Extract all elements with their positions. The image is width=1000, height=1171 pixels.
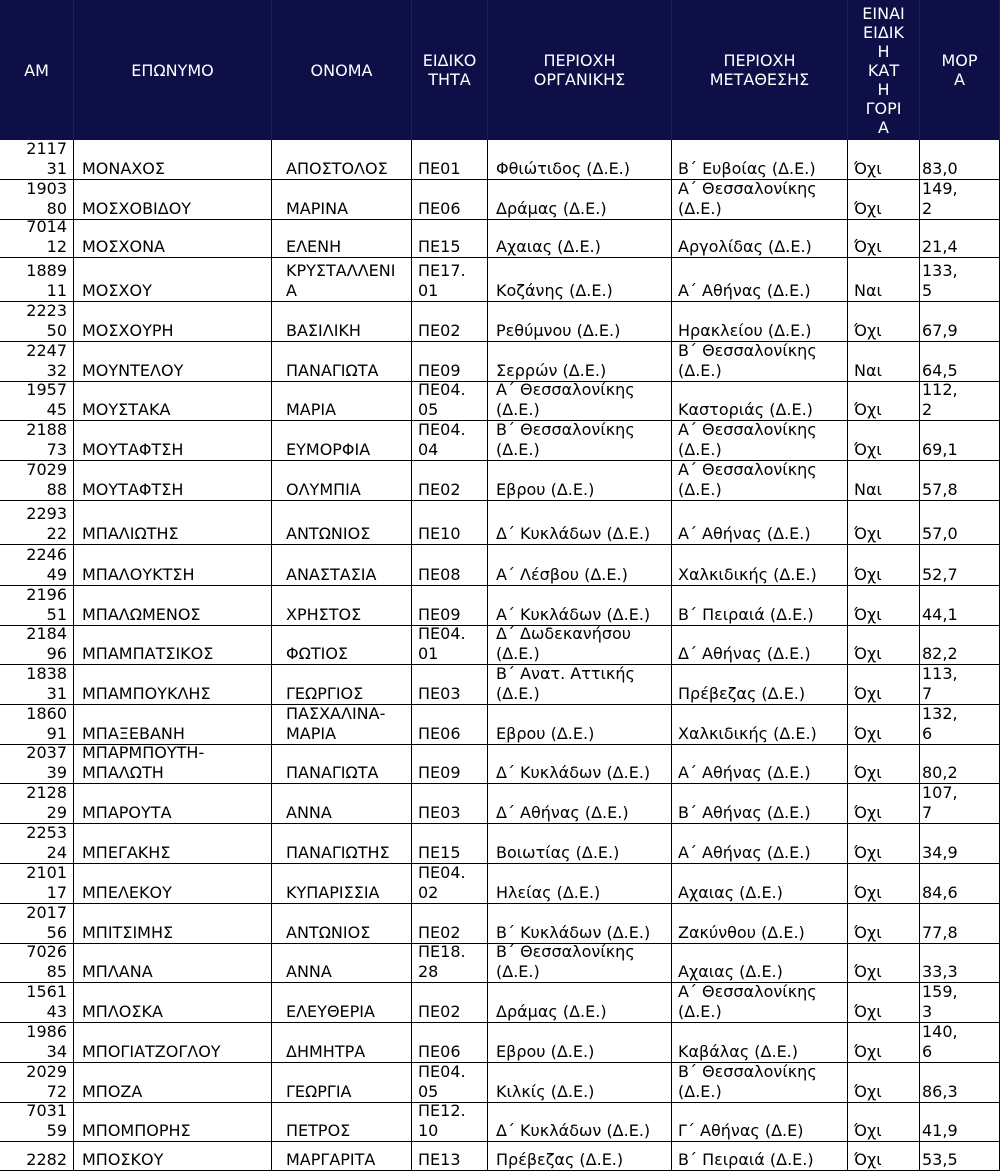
cell-col-organiki: Εβρου (Δ.Ε.) <box>488 461 672 500</box>
cell-col-onoma: ΑΝΤΩΝΙΟΣ <box>272 904 412 943</box>
cell-col-onoma: ΠΑΝΑΓΙΩΤΑ <box>272 342 412 381</box>
table-row <box>0 501 1000 545</box>
cell-col-eponymo: ΜΟΥΤΑΦΤΣΗ <box>74 461 272 500</box>
cell-col-am: 2128 29 <box>0 784 74 823</box>
table-row <box>0 140 1000 180</box>
cell-col-eidikotita: ΠΕ02 <box>412 983 488 1022</box>
cell-col-eponymo: ΜΠΑΞΕΒΑΝΗ <box>74 705 272 744</box>
cell-col-eidiki-kat: Όχι <box>848 1023 920 1062</box>
cell-col-organiki: Α΄ Λέσβου (Δ.Ε.) <box>488 545 672 585</box>
cell-col-eponymo: ΜΟΣΧΟΝΑ <box>74 220 272 257</box>
cell-col-eidiki-kat: Όχι <box>848 705 920 744</box>
table-row <box>0 904 1000 944</box>
table-row <box>0 180 1000 220</box>
cell-col-moria: 33,3 <box>920 944 1000 982</box>
cell-col-am: 2029 72 <box>0 1063 74 1102</box>
cell-col-eidiki-kat: Όχι <box>848 1142 920 1170</box>
cell-col-onoma: ΓΕΩΡΓΙΑ <box>272 1063 412 1102</box>
cell-col-organiki: Α΄ Κυκλάδων (Δ.Ε.) <box>488 586 672 625</box>
cell-col-moria: 53,5 <box>920 1142 1000 1170</box>
cell-col-eidikotita: ΠΕ10 <box>412 501 488 544</box>
cell-col-organiki: Δράμας (Δ.Ε.) <box>488 180 672 219</box>
cell-col-organiki: Β΄ Θεσσαλονίκης (Δ.Ε.) <box>488 421 672 460</box>
cell-col-eponymo: ΜΠΟΜΠΟΡΗΣ <box>74 1103 272 1141</box>
header-col-eidiki-kat: ΕΙΝΑΙ ΕΙΔΙΚ Η ΚΑΤ Η ΓΟΡΙ Α <box>848 0 920 140</box>
cell-col-onoma: ΒΑΣΙΛΙΚΗ <box>272 302 412 341</box>
cell-col-organiki: Σερρών (Δ.Ε.) <box>488 342 672 381</box>
cell-col-am: 1986 34 <box>0 1023 74 1062</box>
cell-col-eidikotita: ΠΕ02 <box>412 302 488 341</box>
cell-col-organiki: Δ΄ Δωδεκανήσου (Δ.Ε.) <box>488 626 672 664</box>
cell-col-metathesi: Χαλκιδικής (Δ.Ε.) <box>672 545 848 585</box>
cell-col-eponymo: ΜΠΑΛΙΩΤΗΣ <box>74 501 272 544</box>
cell-col-organiki: Βοιωτίας (Δ.Ε.) <box>488 824 672 863</box>
cell-col-organiki: Δ΄ Κυκλάδων (Δ.Ε.) <box>488 501 672 544</box>
cell-col-eidikotita: ΠΕ04. 01 <box>412 626 488 664</box>
table-row <box>0 983 1000 1023</box>
table-row <box>0 745 1000 784</box>
table-row <box>0 258 1000 302</box>
cell-col-eidikotita: ΠΕ09 <box>412 586 488 625</box>
cell-col-eponymo: ΜΟΣΧΟΥΡΗ <box>74 302 272 341</box>
cell-col-eidiki-kat: Όχι <box>848 586 920 625</box>
cell-col-onoma: ΠΑΣΧΑΛΙΝΑ- ΜΑΡΙΑ <box>272 705 412 744</box>
cell-col-am: 2253 24 <box>0 824 74 863</box>
cell-col-eidiki-kat: Όχι <box>848 944 920 982</box>
cell-col-metathesi: Α΄ Θεσσαλονίκης (Δ.Ε.) <box>672 983 848 1022</box>
cell-col-am: 1838 31 <box>0 665 74 704</box>
cell-col-moria: 80,2 <box>920 745 1000 783</box>
cell-col-moria: 133, 5 <box>920 258 1000 301</box>
cell-col-eidiki-kat: Όχι <box>848 665 920 704</box>
cell-col-onoma: ΑΝΝΑ <box>272 784 412 823</box>
cell-col-am: 2184 96 <box>0 626 74 664</box>
cell-col-eidiki-kat: Όχι <box>848 864 920 903</box>
cell-col-moria: 21,4 <box>920 220 1000 257</box>
table-row <box>0 461 1000 501</box>
cell-col-am: 2101 17 <box>0 864 74 903</box>
cell-col-eidikotita: ΠΕ09 <box>412 342 488 381</box>
cell-col-eidikotita: ΠΕ17. 01 <box>412 258 488 301</box>
cell-col-eidikotita: ΠΕ15 <box>412 220 488 257</box>
cell-col-eidikotita: ΠΕ01 <box>412 140 488 179</box>
cell-col-eidikotita: ΠΕ03 <box>412 665 488 704</box>
cell-col-eidikotita: ΠΕ06 <box>412 180 488 219</box>
cell-col-moria: 34,9 <box>920 824 1000 863</box>
cell-col-am: 1957 45 <box>0 382 74 420</box>
cell-col-organiki: Ρεθύμνου (Δ.Ε.) <box>488 302 672 341</box>
table-row <box>0 944 1000 983</box>
header-col-eponymo: ΕΠΩΝΥΜΟ <box>74 0 272 140</box>
cell-col-eponymo: ΜΟΣΧΟΥ <box>74 258 272 301</box>
cell-col-eidikotita: ΠΕ09 <box>412 745 488 783</box>
cell-col-metathesi: Α΄ Θεσσαλονίκης (Δ.Ε.) <box>672 180 848 219</box>
cell-col-eponymo: ΜΟΥΝΤΕΛΟΥ <box>74 342 272 381</box>
cell-col-am: 7026 85 <box>0 944 74 982</box>
cell-col-metathesi: Α΄ Θεσσαλονίκης (Δ.Ε.) <box>672 461 848 500</box>
cell-col-onoma: ΚΥΠΑΡΙΣΣΙΑ <box>272 864 412 903</box>
cell-col-onoma: ΦΩΤΙΟΣ <box>272 626 412 664</box>
cell-col-onoma: ΟΛΥΜΠΙΑ <box>272 461 412 500</box>
cell-col-eidikotita: ΠΕ06 <box>412 1023 488 1062</box>
cell-col-onoma: ΑΠΟΣΤΟΛΟΣ <box>272 140 412 179</box>
table-row <box>0 342 1000 382</box>
cell-col-am: 2293 22 <box>0 501 74 544</box>
cell-col-metathesi: Δ΄ Αθήνας (Δ.Ε.) <box>672 626 848 664</box>
cell-col-metathesi: Β΄ Αθήνας (Δ.Ε.) <box>672 784 848 823</box>
cell-col-organiki: Α΄ Θεσσαλονίκης (Δ.Ε.) <box>488 382 672 420</box>
table-row <box>0 545 1000 586</box>
cell-col-moria: 140, 6 <box>920 1023 1000 1062</box>
cell-col-eponymo: ΜΟΣΧΟΒΙΔΟΥ <box>74 180 272 219</box>
cell-col-am: 1903 80 <box>0 180 74 219</box>
cell-col-am: 2017 56 <box>0 904 74 943</box>
cell-col-organiki: Δ΄ Κυκλάδων (Δ.Ε.) <box>488 1103 672 1141</box>
cell-col-organiki: Β΄ Ανατ. Αττικής (Δ.Ε.) <box>488 665 672 704</box>
cell-col-eidiki-kat: Όχι <box>848 180 920 219</box>
table-row <box>0 1103 1000 1142</box>
cell-col-metathesi: Α΄ Αθήνας (Δ.Ε.) <box>672 258 848 301</box>
cell-col-eponymo: ΜΠΛΟΣΚΑ <box>74 983 272 1022</box>
cell-col-moria: 149, 2 <box>920 180 1000 219</box>
cell-col-eidikotita: ΠΕ03 <box>412 784 488 823</box>
cell-col-metathesi: Β΄ Θεσσαλονίκης (Δ.Ε.) <box>672 342 848 381</box>
table-header <box>0 0 1000 140</box>
header-col-metathesi: ΠΕΡΙΟΧΗ ΜΕΤΑΘΕΣΗΣ <box>672 0 848 140</box>
cell-col-onoma: ΕΛΕΥΘΕΡΙΑ <box>272 983 412 1022</box>
cell-col-eidiki-kat: Όχι <box>848 1103 920 1141</box>
cell-col-eidiki-kat: Όχι <box>848 904 920 943</box>
cell-col-eidiki-kat: Όχι <box>848 302 920 341</box>
cell-col-moria: 113, 7 <box>920 665 1000 704</box>
cell-col-eponymo: ΜΠΟΣΚΟΥ <box>74 1142 272 1170</box>
cell-col-metathesi: Ζακύνθου (Δ.Ε.) <box>672 904 848 943</box>
cell-col-metathesi: Γ΄ Αθήνας (Δ.Ε) <box>672 1103 848 1141</box>
table-row <box>0 1063 1000 1103</box>
cell-col-onoma: ΜΑΡΓΑΡΙΤΑ <box>272 1142 412 1170</box>
table-row <box>0 824 1000 864</box>
cell-col-eidiki-kat: Όχι <box>848 501 920 544</box>
cell-col-eponymo: ΜΠΛΑΝΑ <box>74 944 272 982</box>
cell-col-metathesi: Β΄ Θεσσαλονίκης (Δ.Ε.) <box>672 1063 848 1102</box>
cell-col-eidiki-kat: Όχι <box>848 983 920 1022</box>
cell-col-eponymo: ΜΠΑΡΜΠΟΥΤΗ- ΜΠΑΛΩΤΗ <box>74 745 272 783</box>
cell-col-onoma: ΑΝΤΩΝΙΟΣ <box>272 501 412 544</box>
cell-col-onoma: ΠΑΝΑΓΙΩΤΑ <box>272 745 412 783</box>
cell-col-eidiki-kat: Όχι <box>848 382 920 420</box>
cell-col-moria: 64,5 <box>920 342 1000 381</box>
cell-col-metathesi: Αχαιας (Δ.Ε.) <box>672 864 848 903</box>
cell-col-eidikotita: ΠΕ04. 05 <box>412 382 488 420</box>
cell-col-eidikotita: ΠΕ04. 04 <box>412 421 488 460</box>
cell-col-organiki: Β΄ Θεσσαλονίκης (Δ.Ε.) <box>488 944 672 982</box>
cell-col-am: 1860 91 <box>0 705 74 744</box>
table-row <box>0 421 1000 461</box>
cell-col-metathesi: Β΄ Πειραιά (Δ.Ε.) <box>672 586 848 625</box>
cell-col-metathesi: Ηρακλείου (Δ.Ε.) <box>672 302 848 341</box>
cell-col-metathesi: Αργολίδας (Δ.Ε.) <box>672 220 848 257</box>
cell-col-eidikotita: ΠΕ04. 05 <box>412 1063 488 1102</box>
cell-col-am: 1889 11 <box>0 258 74 301</box>
cell-col-am: 2117 31 <box>0 140 74 179</box>
cell-col-metathesi: Χαλκιδικής (Δ.Ε.) <box>672 705 848 744</box>
cell-col-metathesi: Πρέβεζας (Δ.Ε.) <box>672 665 848 704</box>
header-col-organiki: ΠΕΡΙΟΧΗ ΟΡΓΑΝΙΚΗΣ <box>488 0 672 140</box>
cell-col-onoma: ΕΛΕΝΗ <box>272 220 412 257</box>
cell-col-eidiki-kat: Ναι <box>848 258 920 301</box>
cell-col-eponymo: ΜΟΥΣΤΑΚΑ <box>74 382 272 420</box>
cell-col-moria: 84,6 <box>920 864 1000 903</box>
cell-col-eidikotita: ΠΕ08 <box>412 545 488 585</box>
cell-col-eidiki-kat: Όχι <box>848 140 920 179</box>
cell-col-eidikotita: ΠΕ06 <box>412 705 488 744</box>
cell-col-metathesi: Α΄ Αθήνας (Δ.Ε.) <box>672 824 848 863</box>
cell-col-organiki: Δράμας (Δ.Ε.) <box>488 983 672 1022</box>
cell-col-metathesi: Β΄ Ευβοίας (Δ.Ε.) <box>672 140 848 179</box>
cell-col-eidikotita: ΠΕ13 <box>412 1142 488 1170</box>
cell-col-moria: 132, 6 <box>920 705 1000 744</box>
cell-col-organiki: Εβρου (Δ.Ε.) <box>488 705 672 744</box>
cell-col-onoma: ΕΥΜΟΡΦΙΑ <box>272 421 412 460</box>
cell-col-eponymo: ΜΠΕΓΑΚΗΣ <box>74 824 272 863</box>
cell-col-am: 7031 59 <box>0 1103 74 1141</box>
table-row <box>0 665 1000 705</box>
cell-col-eidiki-kat: Ναι <box>848 461 920 500</box>
cell-col-eidiki-kat: Ναι <box>848 342 920 381</box>
cell-col-eidiki-kat: Όχι <box>848 626 920 664</box>
cell-col-organiki: Β΄ Κυκλάδων (Δ.Ε.) <box>488 904 672 943</box>
cell-col-onoma: ΔΗΜΗΤΡΑ <box>272 1023 412 1062</box>
cell-col-organiki: Ηλείας (Δ.Ε.) <box>488 864 672 903</box>
header-col-onoma: ΟΝΟΜΑ <box>272 0 412 140</box>
cell-col-eidiki-kat: Όχι <box>848 1063 920 1102</box>
cell-col-onoma: ΚΡΥΣΤΑΛΛΕΝΙ Α <box>272 258 412 301</box>
cell-col-organiki: Κοζάνης (Δ.Ε.) <box>488 258 672 301</box>
cell-col-eidikotita: ΠΕ12. 10 <box>412 1103 488 1141</box>
cell-col-metathesi: Α΄ Αθήνας (Δ.Ε.) <box>672 745 848 783</box>
header-col-moria: ΜΟΡ Α <box>920 0 1000 140</box>
table-row <box>0 1142 1000 1171</box>
cell-col-metathesi: Αχαιας (Δ.Ε.) <box>672 944 848 982</box>
cell-col-moria: 112, 2 <box>920 382 1000 420</box>
cell-col-organiki: Φθιώτιδος (Δ.Ε.) <box>488 140 672 179</box>
header-col-eidikotita: ΕΙΔΙΚΟ ΤΗΤΑ <box>412 0 488 140</box>
cell-col-moria: 86,3 <box>920 1063 1000 1102</box>
cell-col-eponymo: ΜΟΝΑΧΟΣ <box>74 140 272 179</box>
cell-col-eponymo: ΜΠΑΛΩΜΕΝΟΣ <box>74 586 272 625</box>
cell-col-onoma: ΧΡΗΣΤΟΣ <box>272 586 412 625</box>
cell-col-eponymo: ΜΠΑΜΠΟΥΚΛΗΣ <box>74 665 272 704</box>
cell-col-eidiki-kat: Όχι <box>848 220 920 257</box>
cell-col-eponymo: ΜΟΥΤΑΦΤΣΗ <box>74 421 272 460</box>
cell-col-am: 2188 73 <box>0 421 74 460</box>
cell-col-moria: 41,9 <box>920 1103 1000 1141</box>
cell-col-moria: 67,9 <box>920 302 1000 341</box>
cell-col-am: 2246 49 <box>0 545 74 585</box>
cell-col-metathesi: Β΄ Πειραιά (Δ.Ε.) <box>672 1142 848 1170</box>
cell-col-eidikotita: ΠΕ18. 28 <box>412 944 488 982</box>
cell-col-moria: 83,0 <box>920 140 1000 179</box>
cell-col-moria: 159, 3 <box>920 983 1000 1022</box>
table-row <box>0 626 1000 665</box>
cell-col-eidikotita: ΠΕ02 <box>412 904 488 943</box>
cell-col-moria: 57,0 <box>920 501 1000 544</box>
cell-col-moria: 82,2 <box>920 626 1000 664</box>
cell-col-moria: 52,7 <box>920 545 1000 585</box>
cell-col-eponymo: ΜΠΟΖΑ <box>74 1063 272 1102</box>
cell-col-eidikotita: ΠΕ02 <box>412 461 488 500</box>
cell-col-eidiki-kat: Όχι <box>848 824 920 863</box>
cell-col-moria: 69,1 <box>920 421 1000 460</box>
cell-col-eponymo: ΜΠΑΛΟΥΚΤΣΗ <box>74 545 272 585</box>
table-row <box>0 705 1000 745</box>
cell-col-eidikotita: ΠΕ15 <box>412 824 488 863</box>
header-col-am: ΑΜ <box>0 0 74 140</box>
cell-col-eidiki-kat: Όχι <box>848 421 920 460</box>
cell-col-metathesi: Α΄ Θεσσαλονίκης (Δ.Ε.) <box>672 421 848 460</box>
cell-col-onoma: ΑΝΑΣΤΑΣΙΑ <box>272 545 412 585</box>
cell-col-onoma: ΠΑΝΑΓΙΩΤΗΣ <box>272 824 412 863</box>
cell-col-eponymo: ΜΠΟΓΙΑΤΖΟΓΛΟΥ <box>74 1023 272 1062</box>
cell-col-organiki: Εβρου (Δ.Ε.) <box>488 1023 672 1062</box>
cell-col-metathesi: Α΄ Αθήνας (Δ.Ε.) <box>672 501 848 544</box>
cell-col-organiki: Πρέβεζας (Δ.Ε.) <box>488 1142 672 1170</box>
table-row <box>0 864 1000 904</box>
cell-col-metathesi: Καστοριάς (Δ.Ε.) <box>672 382 848 420</box>
table-row <box>0 217 1000 258</box>
cell-col-eidiki-kat: Όχι <box>848 745 920 783</box>
cell-col-organiki: Δ΄ Αθήνας (Δ.Ε.) <box>488 784 672 823</box>
table-row <box>0 586 1000 626</box>
cell-col-am: 2196 51 <box>0 586 74 625</box>
table-row <box>0 784 1000 824</box>
table-row <box>0 382 1000 421</box>
table-row <box>0 1023 1000 1063</box>
cell-col-eidiki-kat: Όχι <box>848 545 920 585</box>
cell-col-am: 2037 39 <box>0 745 74 783</box>
cell-col-eponymo: ΜΠΕΛΕΚΟΥ <box>74 864 272 903</box>
cell-col-eidiki-kat: Όχι <box>848 784 920 823</box>
cell-col-eponymo: ΜΠΙΤΣΙΜΗΣ <box>74 904 272 943</box>
cell-col-am: 7029 88 <box>0 461 74 500</box>
cell-col-organiki: Αχαιας (Δ.Ε.) <box>488 220 672 257</box>
cell-col-am: 2282 <box>0 1142 74 1170</box>
cell-col-eponymo: ΜΠΑΜΠΑΤΣΙΚΟΣ <box>74 626 272 664</box>
cell-col-am: 2247 32 <box>0 342 74 381</box>
table-row <box>0 302 1000 342</box>
cell-col-eponymo: ΜΠΑΡΟΥΤΑ <box>74 784 272 823</box>
cell-col-onoma: ΠΕΤΡΟΣ <box>272 1103 412 1141</box>
cell-col-onoma: ΑΝΝΑ <box>272 944 412 982</box>
cell-col-moria: 44,1 <box>920 586 1000 625</box>
cell-col-onoma: ΜΑΡΙΝΑ <box>272 180 412 219</box>
cell-col-moria: 77,8 <box>920 904 1000 943</box>
cell-col-onoma: ΓΕΩΡΓΙΟΣ <box>272 665 412 704</box>
cell-col-eidikotita: ΠΕ04. 02 <box>412 864 488 903</box>
cell-col-moria: 107, 7 <box>920 784 1000 823</box>
cell-col-onoma: ΜΑΡΙΑ <box>272 382 412 420</box>
cell-col-moria: 57,8 <box>920 461 1000 500</box>
cell-col-am: 1561 43 <box>0 983 74 1022</box>
cell-col-am: 7014 12 <box>0 220 74 257</box>
cell-col-organiki: Δ΄ Κυκλάδων (Δ.Ε.) <box>488 745 672 783</box>
cell-col-am: 2223 50 <box>0 302 74 341</box>
cell-col-metathesi: Καβάλας (Δ.Ε.) <box>672 1023 848 1062</box>
cell-col-organiki: Κιλκίς (Δ.Ε.) <box>488 1063 672 1102</box>
